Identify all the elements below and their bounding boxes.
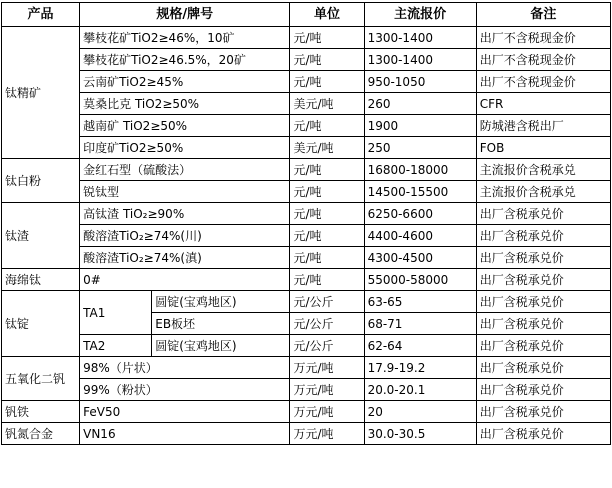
- price-cell: 17.9-19.2: [364, 357, 476, 379]
- spec-cell: 98%（片状）: [80, 357, 290, 379]
- header-spec: 规格/牌号: [80, 3, 290, 27]
- table-body: [2, 27, 611, 445]
- table-row: [2, 93, 611, 115]
- header-price: 主流报价: [364, 3, 476, 27]
- price-cell: 14500-15500: [364, 181, 476, 203]
- table-row: [2, 247, 611, 269]
- product-category-cell: 钛白粉: [2, 159, 80, 203]
- unit-cell: 万元/吨: [290, 379, 364, 401]
- remark-cell: 出厂含税承兑价: [476, 203, 610, 225]
- table-row: [2, 115, 611, 137]
- table-row: [2, 71, 611, 93]
- unit-cell: 万元/吨: [290, 357, 364, 379]
- spec-form-cell: 圆锭(宝鸡地区): [152, 335, 290, 357]
- spec-grade-cell: TA2: [80, 335, 152, 357]
- spec-cell: 攀枝花矿TiO2≥46.5%，20矿: [80, 49, 290, 71]
- spec-cell: FeV50: [80, 401, 290, 423]
- remark-cell: 出厂含税承兑价: [476, 423, 610, 445]
- price-cell: 55000-58000: [364, 269, 476, 291]
- unit-cell: 元/公斤: [290, 291, 364, 313]
- remark-cell: 出厂含税承兑价: [476, 269, 610, 291]
- product-category-cell: 钛渣: [2, 203, 80, 269]
- table-row: [2, 49, 611, 71]
- price-cell: 16800-18000: [364, 159, 476, 181]
- unit-cell: 元/吨: [290, 159, 364, 181]
- price-cell: 250: [364, 137, 476, 159]
- unit-cell: 元/公斤: [290, 313, 364, 335]
- price-cell: 62-64: [364, 335, 476, 357]
- spec-cell: 99%（粉状）: [80, 379, 290, 401]
- remark-cell: 主流报价含税承兑: [476, 181, 610, 203]
- spec-cell: 印度矿TiO2≥50%: [80, 137, 290, 159]
- spec-cell: 0#: [80, 269, 290, 291]
- price-cell: 1900: [364, 115, 476, 137]
- unit-cell: 元/吨: [290, 49, 364, 71]
- table-row: [2, 203, 611, 225]
- price-cell: 260: [364, 93, 476, 115]
- product-category-cell: 海绵钛: [2, 269, 80, 291]
- header-product: 产品: [2, 3, 80, 27]
- table-row: [2, 291, 611, 313]
- unit-cell: 万元/吨: [290, 401, 364, 423]
- header-remark: 备注: [476, 3, 610, 27]
- price-cell: 4400-4600: [364, 225, 476, 247]
- remark-cell: 出厂不含税现金价: [476, 71, 610, 93]
- price-table: [1, 2, 611, 445]
- remark-cell: 出厂不含税现金价: [476, 27, 610, 49]
- table-row: [2, 27, 611, 49]
- table-row: [2, 269, 611, 291]
- spec-cell: VN16: [80, 423, 290, 445]
- spec-cell: 越南矿 TiO2≥50%: [80, 115, 290, 137]
- spec-cell: 攀枝花矿TiO2≥46%，10矿: [80, 27, 290, 49]
- table-row: [2, 225, 611, 247]
- price-cell: 68-71: [364, 313, 476, 335]
- product-category-cell: 五氧化二钒: [2, 357, 80, 401]
- unit-cell: 元/吨: [290, 27, 364, 49]
- price-cell: 1300-1400: [364, 49, 476, 71]
- table-row: [2, 335, 611, 357]
- unit-cell: 元/吨: [290, 269, 364, 291]
- table-row: [2, 159, 611, 181]
- unit-cell: 美元/吨: [290, 93, 364, 115]
- table-row: [2, 357, 611, 379]
- remark-cell: 出厂含税承兑价: [476, 247, 610, 269]
- remark-cell: 出厂不含税现金价: [476, 49, 610, 71]
- table-row: [2, 181, 611, 203]
- spec-cell: 酸溶渣TiO₂≥74%(川): [80, 225, 290, 247]
- unit-cell: 元/吨: [290, 203, 364, 225]
- price-cell: 1300-1400: [364, 27, 476, 49]
- spec-cell: 金红石型（硫酸法）: [80, 159, 290, 181]
- remark-cell: 出厂含税承兑价: [476, 335, 610, 357]
- remark-cell: CFR: [476, 93, 610, 115]
- price-cell: 4300-4500: [364, 247, 476, 269]
- unit-cell: 元/吨: [290, 225, 364, 247]
- unit-cell: 元/吨: [290, 115, 364, 137]
- spec-cell: 莫桑比克 TiO2≥50%: [80, 93, 290, 115]
- table-row: [2, 379, 611, 401]
- product-category-cell: 钒铁: [2, 401, 80, 423]
- remark-cell: 出厂含税承兑价: [476, 357, 610, 379]
- remark-cell: 主流报价含税承兑: [476, 159, 610, 181]
- product-category-cell: 钛精矿: [2, 27, 80, 159]
- price-cell: 20: [364, 401, 476, 423]
- spec-form-cell: EB板坯: [152, 313, 290, 335]
- remark-cell: FOB: [476, 137, 610, 159]
- remark-cell: 出厂含税承兑价: [476, 225, 610, 247]
- header-row: [2, 3, 611, 27]
- table-header: [2, 3, 611, 27]
- price-cell: 30.0-30.5: [364, 423, 476, 445]
- remark-cell: 防城港含税出厂: [476, 115, 610, 137]
- product-category-cell: 钒氮合金: [2, 423, 80, 445]
- unit-cell: 元/公斤: [290, 335, 364, 357]
- spec-grade-cell: TA1: [80, 291, 152, 335]
- price-cell: 20.0-20.1: [364, 379, 476, 401]
- spec-cell: 高钛渣 TiO₂≥90%: [80, 203, 290, 225]
- price-cell: 950-1050: [364, 71, 476, 93]
- unit-cell: 万元/吨: [290, 423, 364, 445]
- table-row: [2, 423, 611, 445]
- price-cell: 6250-6600: [364, 203, 476, 225]
- unit-cell: 元/吨: [290, 71, 364, 93]
- remark-cell: 出厂含税承兑价: [476, 401, 610, 423]
- unit-cell: 元/吨: [290, 247, 364, 269]
- spec-cell: 锐钛型: [80, 181, 290, 203]
- header-unit: 单位: [290, 3, 364, 27]
- unit-cell: 元/吨: [290, 181, 364, 203]
- spec-cell: 酸溶渣TiO₂≥74%(滇): [80, 247, 290, 269]
- remark-cell: 出厂含税承兑价: [476, 313, 610, 335]
- remark-cell: 出厂含税承兑价: [476, 291, 610, 313]
- remark-cell: 出厂含税承兑价: [476, 379, 610, 401]
- spec-cell: 云南矿TiO2≥45%: [80, 71, 290, 93]
- spec-form-cell: 圆锭(宝鸡地区): [152, 291, 290, 313]
- table-row: [2, 401, 611, 423]
- table-row: [2, 137, 611, 159]
- product-category-cell: 钛锭: [2, 291, 80, 357]
- price-cell: 63-65: [364, 291, 476, 313]
- unit-cell: 美元/吨: [290, 137, 364, 159]
